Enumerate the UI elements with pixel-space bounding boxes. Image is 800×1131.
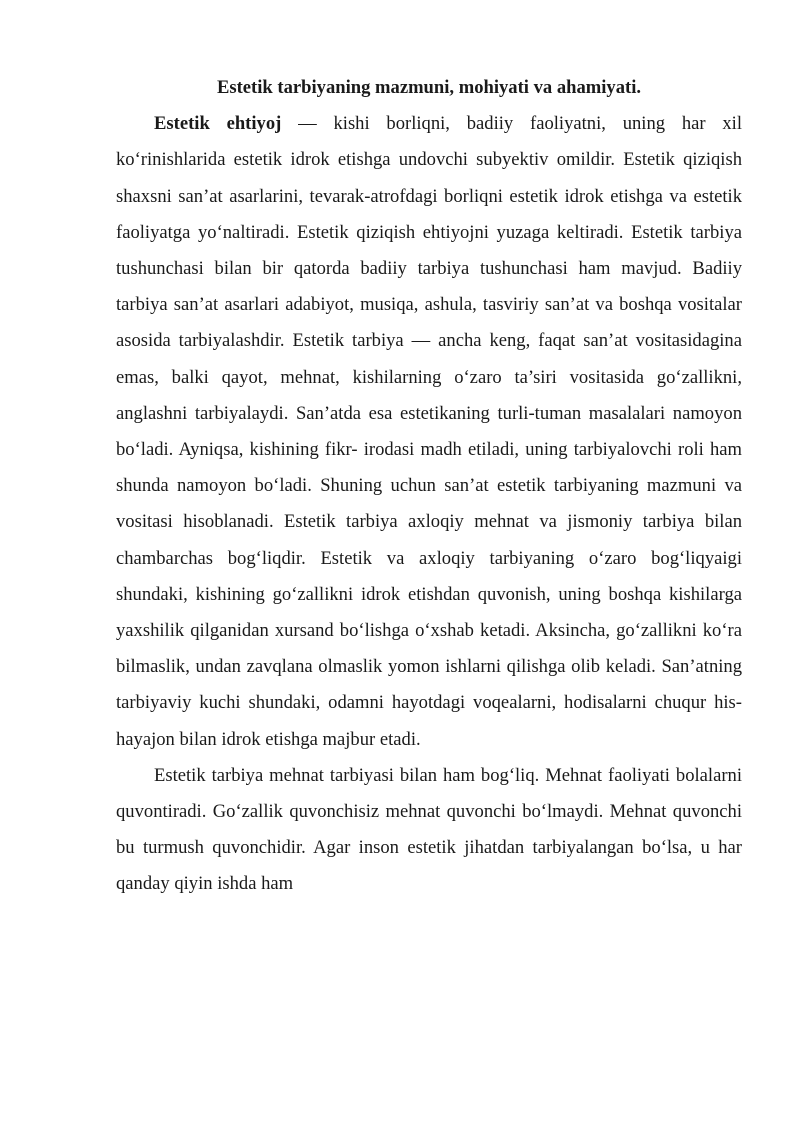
document-page — [116, 70, 742, 903]
paragraph-1 — [116, 106, 742, 758]
paragraph-2: Estetik tarbiya mehnat tarbiyasi bilan ham bog‘liq. Mehnat faoliyati bolalarni quvontiradi. Go‘zallik quvonchisiz mehnat quvonchi bo‘lmaydi. Mehnat quvonchi bu turmush quvonchidir. Agar inson estetik jihatdan tarbiyalangan bo‘lsa, u har qanday qiyin ishda ham — [116, 764, 742, 895]
paragraph-1-text: — kishi borliqni, badiiy faoliyatni, uning har xil ko‘rinishlarida estetik idrok etishga undovchi subyektiv omildir. Estetik qiziqish shaxsni san’at asarlarini, tevarak-atrofdagi borliqni estetik idrok etishga va estetik faoliyatga yo‘naltiradi. Estetik qiziqish ehtiyojni yuzaga keltiradi. Estetik tarbiya tushunchasi bilan bir qatorda badiiy tarbiya tushunchasi ham mavjud. Badiiy tarbiya san’at asarlari adabiyot, musiqa, ashula, tasviriy san’at va boshqa vositalar asosida tarbiyalashdir. Estetik tarbiya — ancha keng, faqat san’at vositasidagina emas, balki qayot, mehnat, kishilarning o‘zaro ta’siri vositasida go‘zallikni, anglashni tarbiyalaydi. San’atda esa estetikaning turli-tuman masalalari namoyon bo‘ladi. Ayniqsa, kishining fikr- irodasi madh etiladi, uning tarbiyalovchi roli ham shunda namoyon bo‘ladi. Shuning uchun san’at estetik tarbiyaning mazmuni va vositasi hisoblanadi. Estetik tarbiya axloqiy mehnat va jismoniy tarbiya bilan chambarchas bog‘liqdir. Estetik va axloqiy tarbiyaning o‘zaro bog‘liqyaigi shundaki, kishining go‘zallikni idrok etishdan quvonish, uning boshqa kishilarga yaxshilik qilganidan xursand bo‘lishga o‘xshab ketadi. Aksincha, go‘zallikni ko‘ra bilmaslik, undan zavqlana olmaslik yomon ishlarni qilishga olib keladi. San’atning tarbiyaviy kuchi shundaki, odamni hayotdagi voqealarni, hodisalarni chuqur his-hayajon bilan idrok etishga majbur etadi. — [116, 113, 742, 750]
term-estetik-ehtiyoj: Estetik ehtiyoj — [154, 113, 282, 135]
document-title: Estetik tarbiyaning mazmuni, mohiyati va ahamiyati. — [216, 77, 642, 98]
